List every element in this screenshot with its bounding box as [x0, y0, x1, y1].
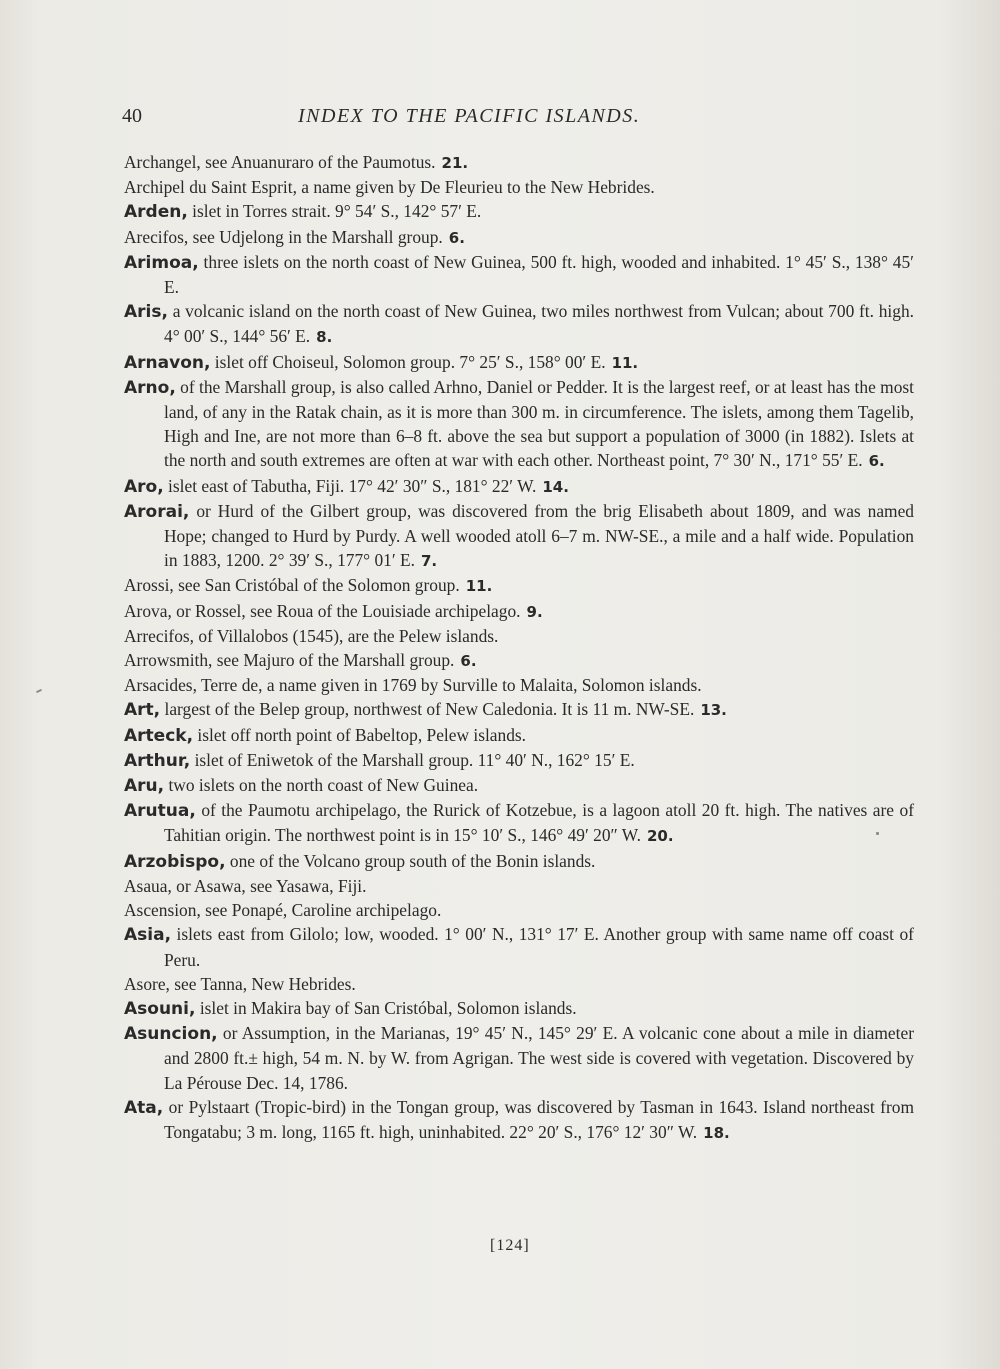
- paper-speck: [36, 689, 42, 693]
- entry-text: one of the Volcano group south of the Bonin islands.: [229, 850, 596, 871]
- entry-headword: Ata,: [124, 1097, 164, 1118]
- entry-text: of Villalobos (1545), are the Pelew islands.: [198, 625, 499, 646]
- entry-text: or Hurd of the Gilbert group, was discovered from the brig Elisabeth about 1809, and was named Hope; changed to Hurd by Purdy. A well wooded atoll 6–7 m. NW-SE., a mile and a half wide. Population in 1883, 1200. 2° 39′ S., 177° 01′ E.: [164, 500, 914, 571]
- index-entry: [124, 1021, 914, 1095]
- map-reference-number: 20.: [646, 827, 674, 846]
- entry-text: or Assumption, in the Marianas, 19° 45′ N., 145° 29′ E. A volcanic cone about a mile in diameter and 2800 ft.± high, 54 m. N. by W. from Agrigan. The west side is covered with vegetation. Discovered by La Pérouse Dec. 14, 1786.: [164, 1023, 914, 1093]
- index-entry: [124, 225, 914, 250]
- map-reference-number: 11.: [611, 353, 639, 372]
- entry-text: a volcanic island on the north coast of New Guinea, two miles northwest from Vulcan; about 700 ft. high. 4° 00′ S., 144° 56′ E.: [164, 301, 914, 347]
- map-reference-number: 11.: [465, 577, 493, 596]
- map-reference-number: 13.: [700, 701, 727, 720]
- entry-text: islet off Choiseul, Solomon group. 7° 25′ S., 158° 00′ E.: [214, 351, 606, 372]
- entry-text: two islets on the north coast of New Guinea.: [168, 775, 479, 796]
- entry-text: largest of the Belep group, northwest of New Caledonia. It is 11 m. NW-SE.: [164, 699, 695, 720]
- entry-headword: Ascension,: [124, 900, 201, 921]
- running-title: INDEX TO THE PACIFIC ISLANDS.: [298, 105, 641, 127]
- index-entry: [124, 299, 914, 349]
- entry-headword: Arthur,: [124, 750, 191, 771]
- entry-text: a name given in 1769 by Surville to Malaita, Solomon islands.: [266, 675, 702, 696]
- entry-headword: Arnavon,: [124, 352, 211, 373]
- page-header: [118, 103, 918, 137]
- index-entry: [124, 624, 914, 648]
- entry-headword: Asia,: [124, 925, 172, 946]
- entry-headword: Arrecifos,: [124, 625, 195, 646]
- index-entry: [124, 849, 914, 874]
- entry-text: islet east of Tabutha, Fiji. 17° 42′ 30″ S., 181° 22′ W.: [168, 475, 537, 496]
- entry-headword: Asouni,: [124, 998, 196, 1019]
- entry-text: see San Cristóbal of the Solomon group.: [178, 575, 460, 596]
- entry-text: islet off north point of Babeltop, Pelew islands.: [197, 724, 527, 745]
- entry-text: see Majuro of the Marshall group.: [216, 650, 455, 671]
- entry-text: islet in Makira bay of San Cristóbal, Solomon islands.: [199, 997, 577, 1018]
- entry-text: see Udjelong in the Marshall group.: [192, 226, 443, 247]
- entry-headword: Arova,: [124, 600, 172, 621]
- entry-headword: Aru,: [124, 776, 165, 797]
- entry-headword: Archipel du Saint Esprit,: [124, 177, 297, 198]
- entry-text: or Asawa, see Yasawa, Fiji.: [176, 875, 367, 896]
- entry-text: islet of Eniwetok of the Marshall group. 11° 40′ N., 162° 15′ E.: [194, 749, 635, 770]
- index-entry: [124, 199, 914, 224]
- index-entry: [124, 175, 914, 199]
- entry-text: see Anuanuraro of the Paumotus.: [205, 152, 436, 172]
- entry-headword: Asuncion,: [124, 1024, 218, 1045]
- entry-text: see Ponapé, Caroline archipelago.: [205, 900, 442, 921]
- map-reference-number: 9.: [526, 602, 543, 621]
- entry-text: or Pylstaart (Tropic-bird) in the Tongan group, was discovered by Tasman in 1643. Island northeast from Tongatabu; 3 m. long, 1165 ft. high, uninhabited. 22° 20′ S., 176° 12′ 30″ W.: [164, 1096, 914, 1142]
- entry-text: of the Marshall group, is also called Arhno, Daniel or Pedder. It is the largest reef, or at least has the most land, of any in the Ratak chain, as it is more than 300 m. in circumference. The islets, among them Tagelib, High and Ine, are not more than 6–8 ft. above the sea but support a population of 3000 (in 1882). Islets at the north and south extremes are often at war with each other. Northeast point, 7° 30′ N., 171° 55′ E.: [164, 376, 914, 471]
- entry-headword: Arimoa,: [124, 252, 199, 273]
- map-reference-number: 14.: [542, 477, 569, 496]
- map-reference-number: 8.: [316, 328, 333, 347]
- map-reference-number: 6.: [868, 452, 885, 471]
- map-reference-number: 6.: [448, 228, 465, 247]
- index-entry: [124, 996, 914, 1021]
- entry-headword: Aris,: [124, 302, 168, 323]
- index-entry: [124, 673, 914, 697]
- index-entry: [124, 250, 914, 299]
- index-entry: [124, 599, 914, 624]
- index-entry: [124, 898, 914, 922]
- page-number: 40: [122, 105, 142, 127]
- entry-headword: Arsacides, Terre de,: [124, 675, 263, 696]
- paper-speck: [876, 832, 879, 835]
- entry-text: a name given by De Fleurieu to the New Hebrides.: [301, 177, 655, 198]
- entry-headword: Arossi,: [124, 575, 174, 596]
- index-entry: [124, 972, 914, 996]
- index-entry: [124, 922, 914, 971]
- entry-text: three islets on the north coast of New Guinea, 500 ft. high, wooded and inhabited. 1° 45′ S., 138° 45′ E.: [164, 251, 914, 298]
- index-entry: [124, 697, 914, 722]
- entry-headword: Arzobispo,: [124, 851, 226, 872]
- entry-headword: Arden,: [124, 202, 188, 223]
- entry-headword: Arorai,: [124, 501, 190, 522]
- index-entry: [124, 798, 914, 848]
- index-entry: [124, 573, 914, 598]
- map-reference-number: 6.: [460, 652, 477, 671]
- map-reference-number: 18.: [703, 1123, 730, 1142]
- entry-headword: Arecifos,: [124, 226, 189, 247]
- entry-headword: Arutua,: [124, 801, 196, 822]
- index-entry: [124, 375, 914, 474]
- index-entry: [124, 474, 914, 499]
- entry-headword: Art,: [124, 700, 161, 721]
- entry-headword: Archangel,: [124, 152, 201, 172]
- entry-headword: Arteck,: [124, 725, 194, 746]
- index-entry: [124, 499, 914, 574]
- index-entry: [124, 150, 914, 175]
- entry-text: islet in Torres strait. 9° 54′ S., 142° 57′ E.: [192, 201, 482, 222]
- entry-text: see Tanna, New Hebrides.: [174, 973, 356, 994]
- index-entry: [124, 350, 914, 375]
- entry-headword: Asaua,: [124, 875, 172, 896]
- entry-headword: Arno,: [124, 377, 176, 398]
- entry-headword: Arrowsmith,: [124, 650, 213, 671]
- entry-text: or Rossel, see Roua of the Louisiade archipelago.: [176, 600, 521, 621]
- map-reference-number: 21.: [441, 154, 469, 172]
- index-entry: [124, 748, 914, 773]
- index-entries: [124, 150, 914, 1145]
- index-entry: [124, 648, 914, 673]
- map-reference-number: 7.: [420, 552, 438, 571]
- entry-headword: Aro,: [124, 476, 164, 497]
- index-entry: [124, 773, 914, 798]
- entry-headword: Asore,: [124, 973, 170, 994]
- index-entry: [124, 874, 914, 898]
- entry-text: of the Paumotu archipelago, the Rurick of Kotzebue, is a lagoon atoll 20 ft. high. The natives are of Tahitian origin. The northwest point is in 15° 10′ S., 146° 49′ 20″ W.: [164, 800, 914, 846]
- index-entry: [124, 1095, 914, 1145]
- entry-text: islets east from Gilolo; low, wooded. 1° 00′ N., 131° 17′ E. Another group with same name off coast of Peru.: [164, 924, 914, 970]
- index-entry: [124, 723, 914, 748]
- footer-page-label: [124]: [490, 1237, 530, 1254]
